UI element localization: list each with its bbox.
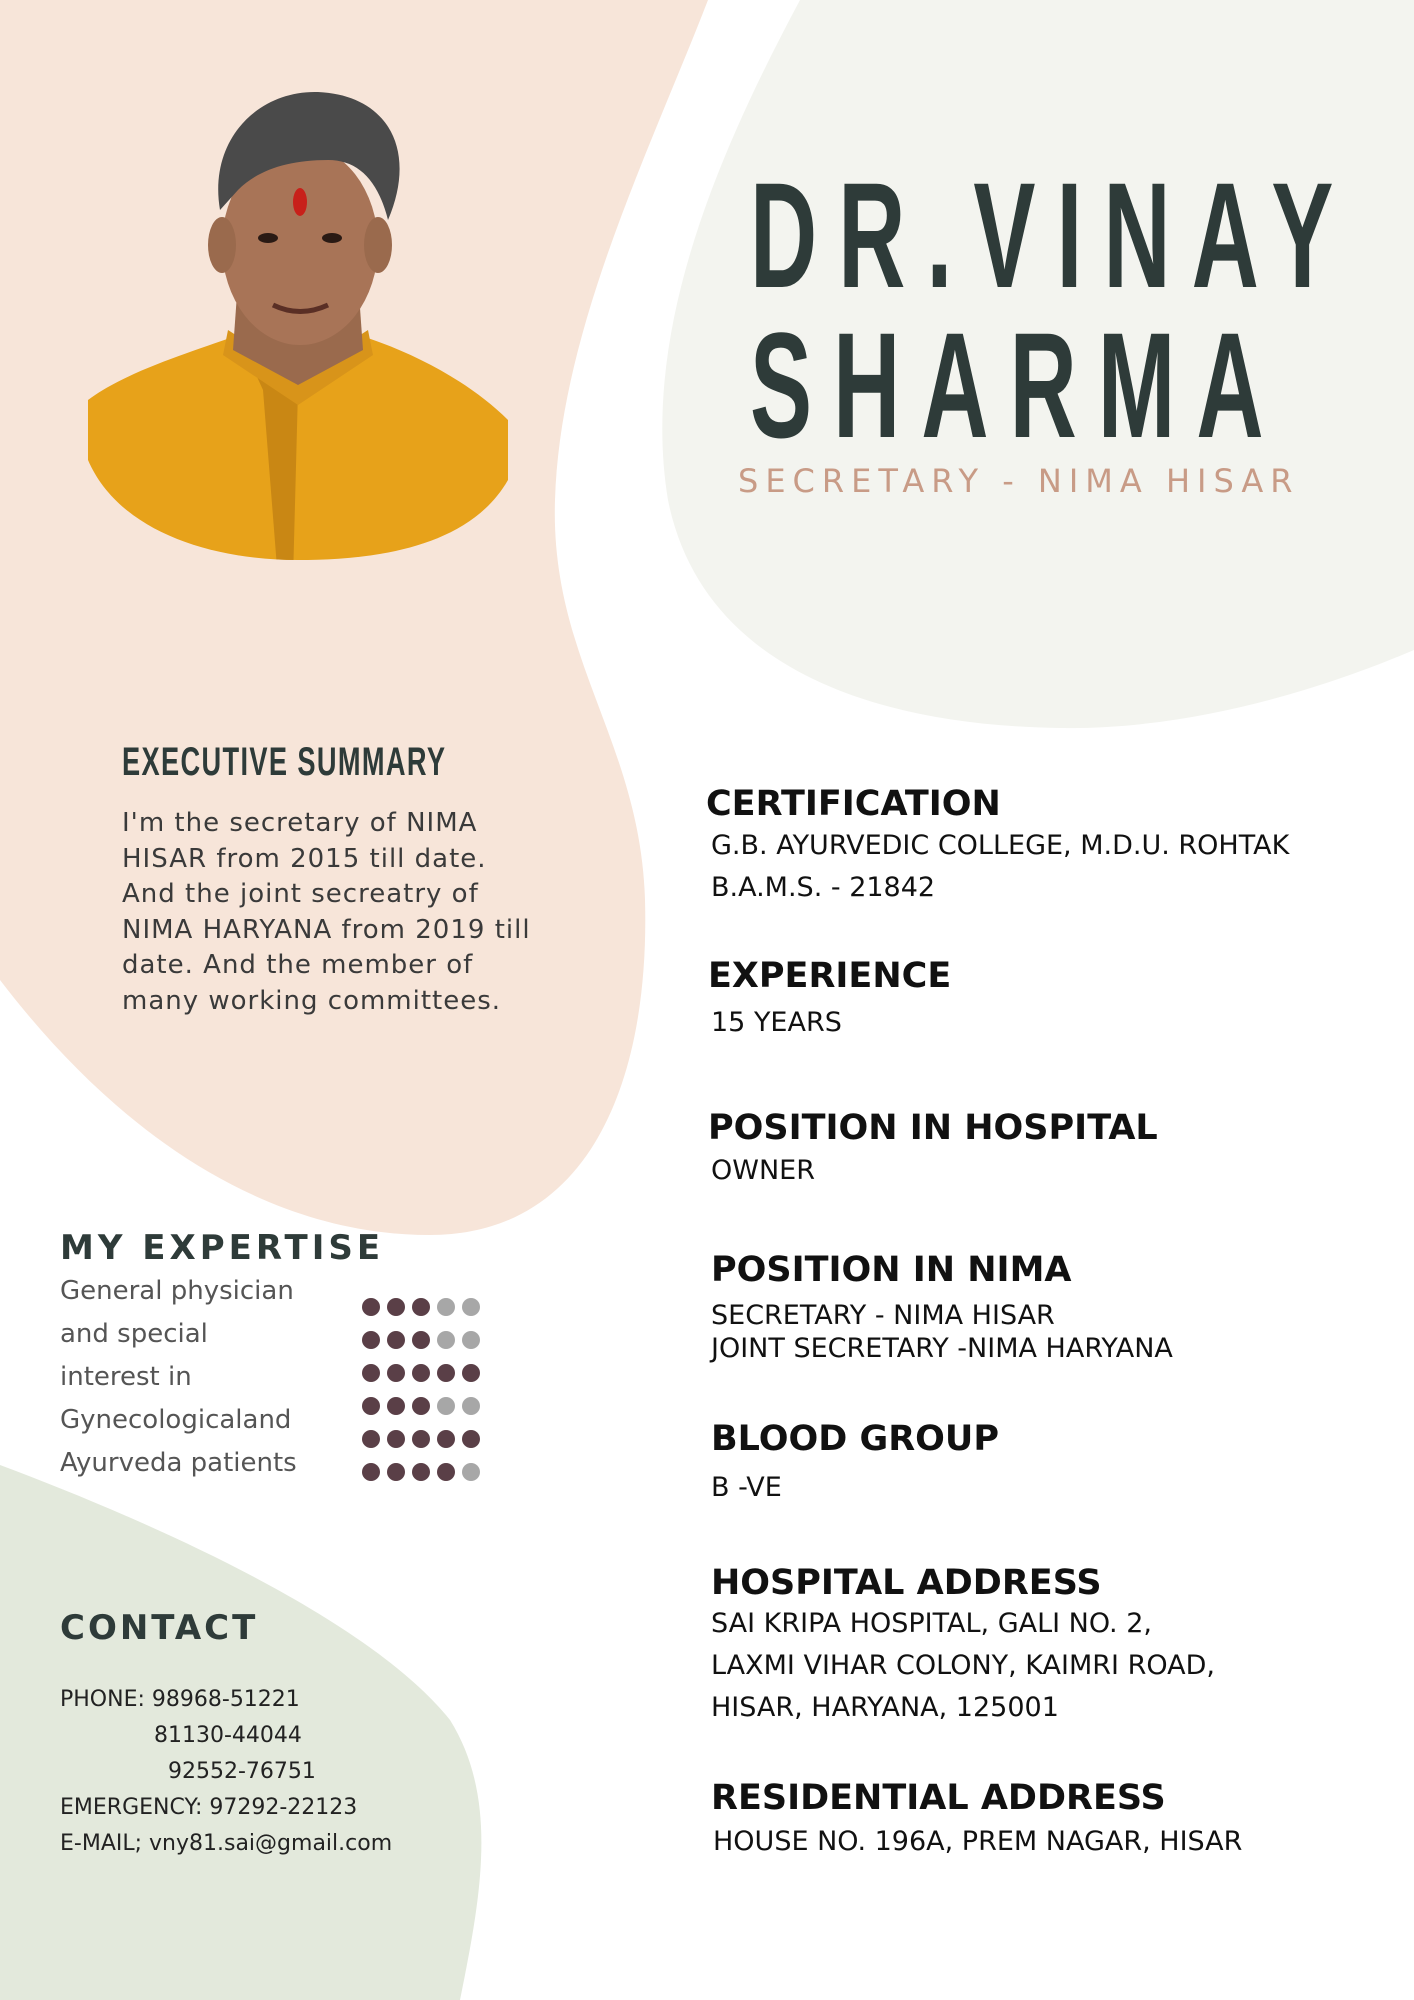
rating-dot-filled — [412, 1331, 430, 1349]
job-subtitle: SECRETARY - NIMA HISAR — [738, 462, 1300, 500]
residential-address-line-1: HOUSE NO. 196A, PREM NAGAR, HISAR — [713, 1826, 1243, 1857]
eye-right — [322, 233, 342, 243]
rating-dot-filled — [437, 1364, 455, 1382]
rating-row — [362, 1430, 480, 1448]
rating-dot-filled — [362, 1364, 380, 1382]
rating-dot-empty — [462, 1331, 480, 1349]
nima-position-title: POSITION IN NIMA — [711, 1250, 1072, 1290]
hospital-address-line-1: SAI KRIPA HOSPITAL, GALI NO. 2, — [711, 1608, 1152, 1639]
experience-title: EXPERIENCE — [708, 956, 952, 996]
rating-dot-filled — [437, 1463, 455, 1481]
ear-right — [364, 217, 392, 273]
name-line-1: DR.VINAY — [750, 151, 1355, 319]
profile-photo — [88, 60, 508, 560]
rating-dot-filled — [362, 1430, 380, 1448]
rating-dot-filled — [412, 1463, 430, 1481]
rating-dot-filled — [387, 1463, 405, 1481]
name-line-2: SHARMA — [750, 301, 1285, 469]
hospital-position-line-1: OWNER — [711, 1155, 815, 1186]
rating-dot-filled — [412, 1397, 430, 1415]
nima-position-line-1: SECRETARY - NIMA HISAR — [711, 1300, 1055, 1331]
rating-dot-empty — [462, 1397, 480, 1415]
rating-dot-empty — [462, 1298, 480, 1316]
rating-dot-filled — [412, 1430, 430, 1448]
rating-row — [362, 1298, 480, 1316]
residential-address-title: RESIDENTIAL ADDRESS — [711, 1778, 1166, 1818]
rating-dot-filled — [387, 1364, 405, 1382]
contact-title: CONTACT — [60, 1608, 259, 1648]
certification-line-2: B.A.M.S. - 21842 — [711, 872, 936, 903]
contact-emergency: EMERGENCY: 97292-22123 — [60, 1795, 358, 1820]
ear-left — [208, 217, 236, 273]
blood-group-line-1: B -VE — [711, 1472, 782, 1503]
rating-dot-filled — [387, 1331, 405, 1349]
hospital-address-title: HOSPITAL ADDRESS — [711, 1563, 1102, 1603]
rating-dot-filled — [462, 1364, 480, 1382]
rating-dot-empty — [462, 1463, 480, 1481]
contact-phone-2: 81130-44044 — [154, 1723, 302, 1748]
hospital-position-title: POSITION IN HOSPITAL — [708, 1108, 1158, 1148]
hospital-address-line-3: HISAR, HARYANA, 125001 — [711, 1692, 1059, 1723]
blood-group-title: BLOOD GROUP — [711, 1419, 999, 1459]
rating-dot-filled — [412, 1298, 430, 1316]
certification-title: CERTIFICATION — [706, 784, 1001, 824]
experience-line-1: 15 YEARS — [711, 1007, 842, 1038]
contact-email: E-MAIL; vny81.sai@gmail.com — [60, 1831, 393, 1856]
certification-line-1: G.B. AYURVEDIC COLLEGE, M.D.U. ROHTAK — [711, 830, 1290, 861]
rating-dot-filled — [362, 1298, 380, 1316]
expertise-title: MY EXPERTISE — [60, 1228, 385, 1268]
executive-summary-title: EXECUTIVE SUMMARY — [122, 740, 447, 784]
rating-dot-empty — [437, 1397, 455, 1415]
rating-dot-empty — [437, 1298, 455, 1316]
rating-dot-filled — [387, 1397, 405, 1415]
nima-position-line-2: JOINT SECRETARY -NIMA HARYANA — [711, 1333, 1173, 1364]
contact-phone-1: PHONE: 98968-51221 — [60, 1687, 300, 1712]
rating-row — [362, 1331, 480, 1349]
rating-row — [362, 1463, 480, 1481]
rating-dot-filled — [437, 1430, 455, 1448]
eye-left — [258, 233, 278, 243]
rating-row — [362, 1397, 480, 1415]
rating-row — [362, 1364, 480, 1382]
rating-dot-filled — [412, 1364, 430, 1382]
rating-dot-filled — [387, 1430, 405, 1448]
rating-dot-filled — [387, 1298, 405, 1316]
rating-dot-filled — [462, 1430, 480, 1448]
rating-dot-empty — [437, 1331, 455, 1349]
executive-summary-text: I'm the secretary of NIMA HISAR from 2015 till date. And the joint secreatry of NIMA HARYANA from 2019 till date. And the member of many working committees. — [122, 808, 531, 1016]
rating-dot-filled — [362, 1397, 380, 1415]
contact-phone-3: 92552-76751 — [168, 1759, 316, 1784]
expertise-text: General physician and special interest in Gynecologicaland Ayurveda patients — [60, 1276, 297, 1478]
rating-dot-filled — [362, 1331, 380, 1349]
expertise-rating-grid — [362, 1298, 480, 1496]
tilak-mark — [293, 188, 307, 216]
hospital-address-line-2: LAXMI VIHAR COLONY, KAIMRI ROAD, — [711, 1650, 1215, 1681]
rating-dot-filled — [362, 1463, 380, 1481]
